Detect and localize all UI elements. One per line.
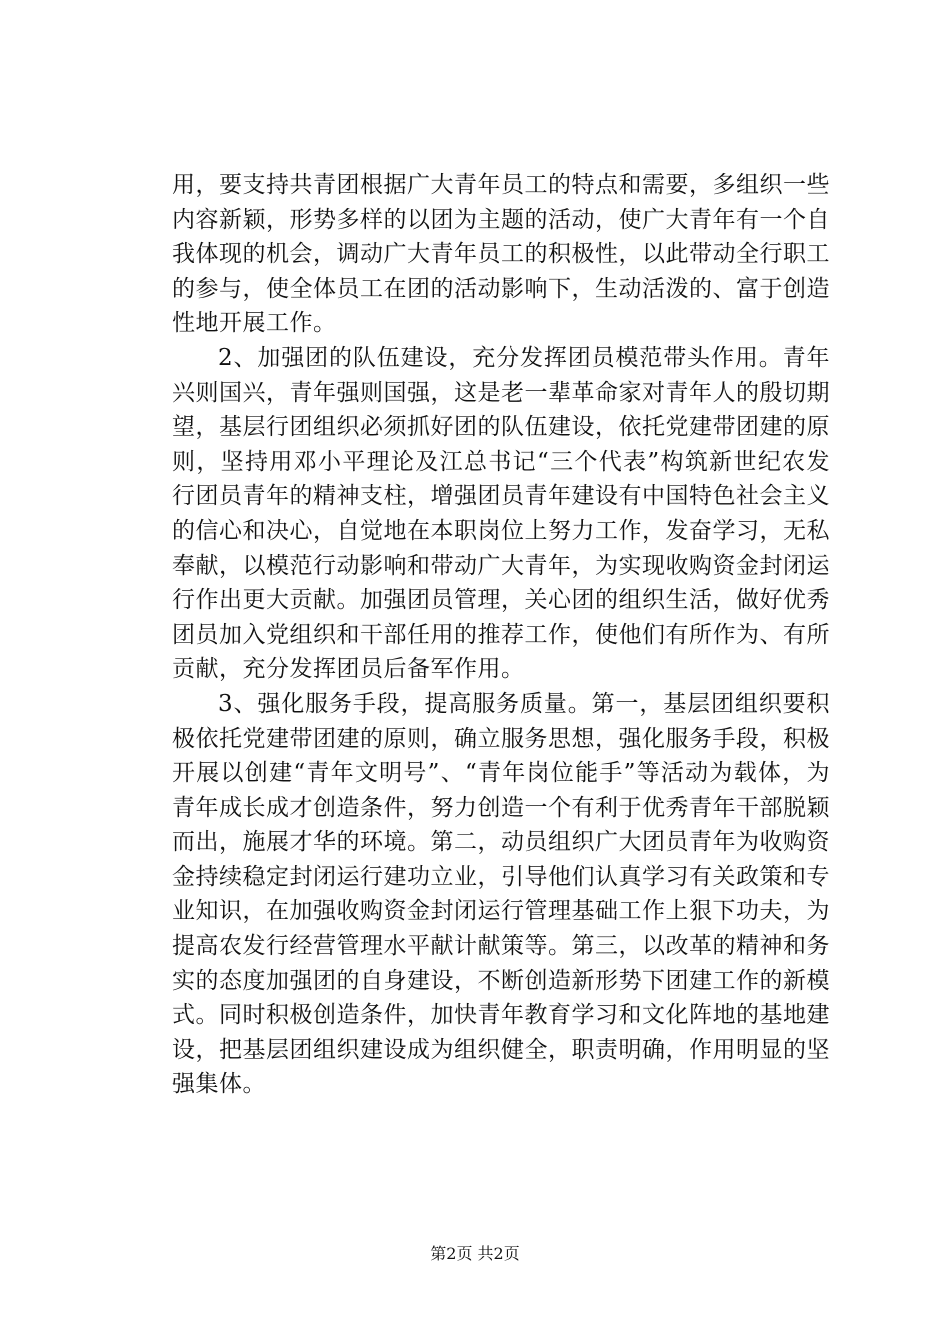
paragraph-team-building: 2、加强团的队伍建设，充分发挥团员模范带头作用。青年兴则国兴，青年强则国强，这是老一辈革命家对青年人的殷切期望，基层行团组织必须抓好团的队伍建设，依托党建带团建的原则，坚持用邓小平理论及江总书记“三个代表”构筑新世纪农发行团员青年的精神支柱，增强团员青年建设有中国特色社会主义的信心和决心，自觉地在本职岗位上努力工作，发奋学习，无私奉献，以模范行动影响和带动广大青年，为实现收购资金封闭运行作出更大贡献。加强团员管理，关心团的组织生活，做好优秀团员加入党组织和干部任用的推荐工作，使他们有所作为、有所贡献，充分发挥团员后备军作用。 bbox=[172, 344, 830, 683]
paragraph-service-quality: 3、强化服务手段，提高服务质量。第一，基层团组织要积极依托党建带团建的原则，确立服务思想，强化服务手段，积极开展以创建“青年文明号”、“青年岗位能手”等活动为载体，为青年成长成才创造条件，努力创造一个有利于优秀青年干部脱颖而出，施展才华的环境。第二，动员组织广大团员青年为收购资金持续稳定封闭运行建功立业，引导他们认真学习有关政策和专业知识，在加强收购资金封闭运行管理基础工作上狠下功夫，为提高农发行经营管理水平献计献策等。第三，以改革的精神和务实的态度加强团的自身建设，不断创造新形势下团建工作的新模式。同时积极创造条件，加快青年教育学习和文化阵地的基地建设，把基层团组织建设成为组织健全，职责明确，作用明显的坚强集体。 bbox=[172, 690, 830, 1098]
page-footer: 第2页 共2页 bbox=[430, 1244, 520, 1263]
document-body bbox=[172, 168, 830, 1102]
paragraph-continued: 用，要支持共青团根据广大青年员工的特点和需要，多组织一些内容新颖，形势多样的以团为主题的活动，使广大青年有一个自我体现的机会，调动广大青年员工的积极性，以此带动全行职工的参与，使全体员工在团的活动影响下，生动活泼的、富于创造性地开展工作。 bbox=[172, 172, 830, 337]
